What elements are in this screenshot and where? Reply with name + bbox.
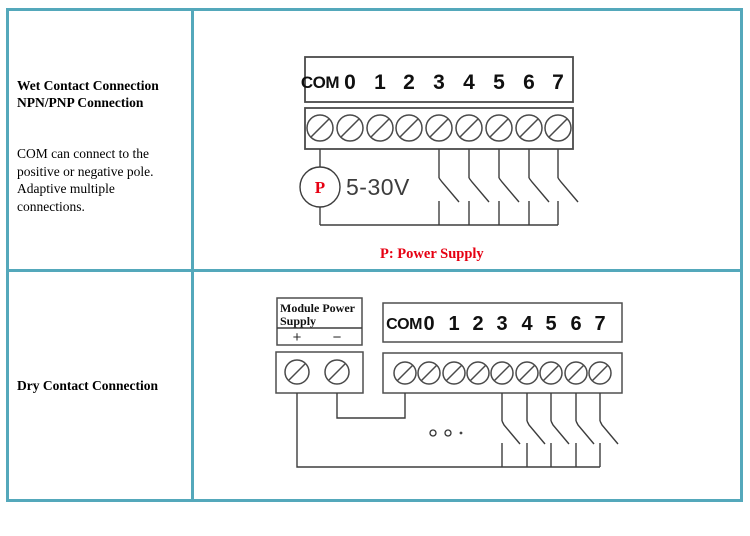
dry-terminal-label-com: COM [386, 316, 422, 333]
module-power-label-line1: Module Power [280, 301, 355, 315]
wet-contact-diagram-cell [194, 11, 740, 272]
switch-symbol-ch4 [527, 393, 545, 467]
wet-contact-title [17, 77, 188, 111]
wet-contact-title-line1: Wet Contact Connection [17, 78, 159, 93]
dry-terminal-label-3: 3 [496, 313, 508, 335]
wet-terminal-label-2: 2 [403, 71, 415, 94]
module-power-label-line2: Supply [280, 314, 317, 328]
wet-contact-diagram [194, 11, 737, 269]
switch-symbol-ch7 [558, 149, 578, 225]
wiring-connection-table [6, 8, 743, 502]
wet-contact-title-line2: NPN/PNP Connection [17, 95, 144, 110]
minus-label: − [332, 329, 342, 346]
wet-terminal-label-7: 7 [552, 71, 564, 94]
switch-symbol-ch3 [502, 393, 520, 467]
switch-symbol-ch5 [551, 393, 569, 467]
switch-symbol-ch6 [529, 149, 549, 225]
plus-label: + [292, 329, 302, 346]
wet-contact-note: COM can connect to the positive or negative pole. Adaptive multiple connections. [17, 146, 154, 214]
dry-terminal-label-0: 0 [423, 313, 435, 335]
dry-terminal-label-7: 7 [594, 313, 606, 335]
dry-terminal-label-1: 1 [448, 313, 460, 335]
wet-terminal-label-3: 3 [433, 71, 445, 94]
dry-terminal-label-2: 2 [472, 313, 484, 335]
power-supply-legend: P: Power Supply [380, 246, 484, 262]
wet-terminal-label-1: 1 [374, 71, 386, 94]
dry-contact-diagram-cell [194, 272, 740, 499]
minus-to-com-wire [337, 393, 405, 418]
dry-contact-title: Dry Contact Connection [17, 378, 158, 393]
switch-symbol-ch3 [439, 149, 459, 225]
switch-symbol-ch5 [499, 149, 519, 225]
module-terminal-strip [276, 352, 363, 393]
wet-terminal-label-5: 5 [493, 71, 505, 94]
ellipsis-dots [430, 430, 462, 436]
dry-terminal-label-4: 4 [521, 313, 533, 335]
dry-terminal-label-6: 6 [570, 313, 582, 335]
wet-contact-description-cell [9, 11, 194, 272]
wet-terminal-label-6: 6 [523, 71, 535, 94]
voltage-label: 5-30V [346, 174, 410, 200]
wet-terminal-label-0: 0 [344, 71, 356, 94]
power-supply-letter: P [314, 178, 326, 197]
switch-symbol-ch6 [576, 393, 594, 467]
switch-symbol-ch4 [469, 149, 489, 225]
dry-terminal-label-5: 5 [545, 313, 557, 335]
dry-contact-diagram [194, 272, 737, 499]
wet-terminal-label-com: COM [300, 73, 340, 92]
dry-contact-description-cell [9, 272, 194, 499]
switch-symbol-ch7 [600, 393, 618, 467]
wet-terminal-label-4: 4 [463, 71, 475, 94]
